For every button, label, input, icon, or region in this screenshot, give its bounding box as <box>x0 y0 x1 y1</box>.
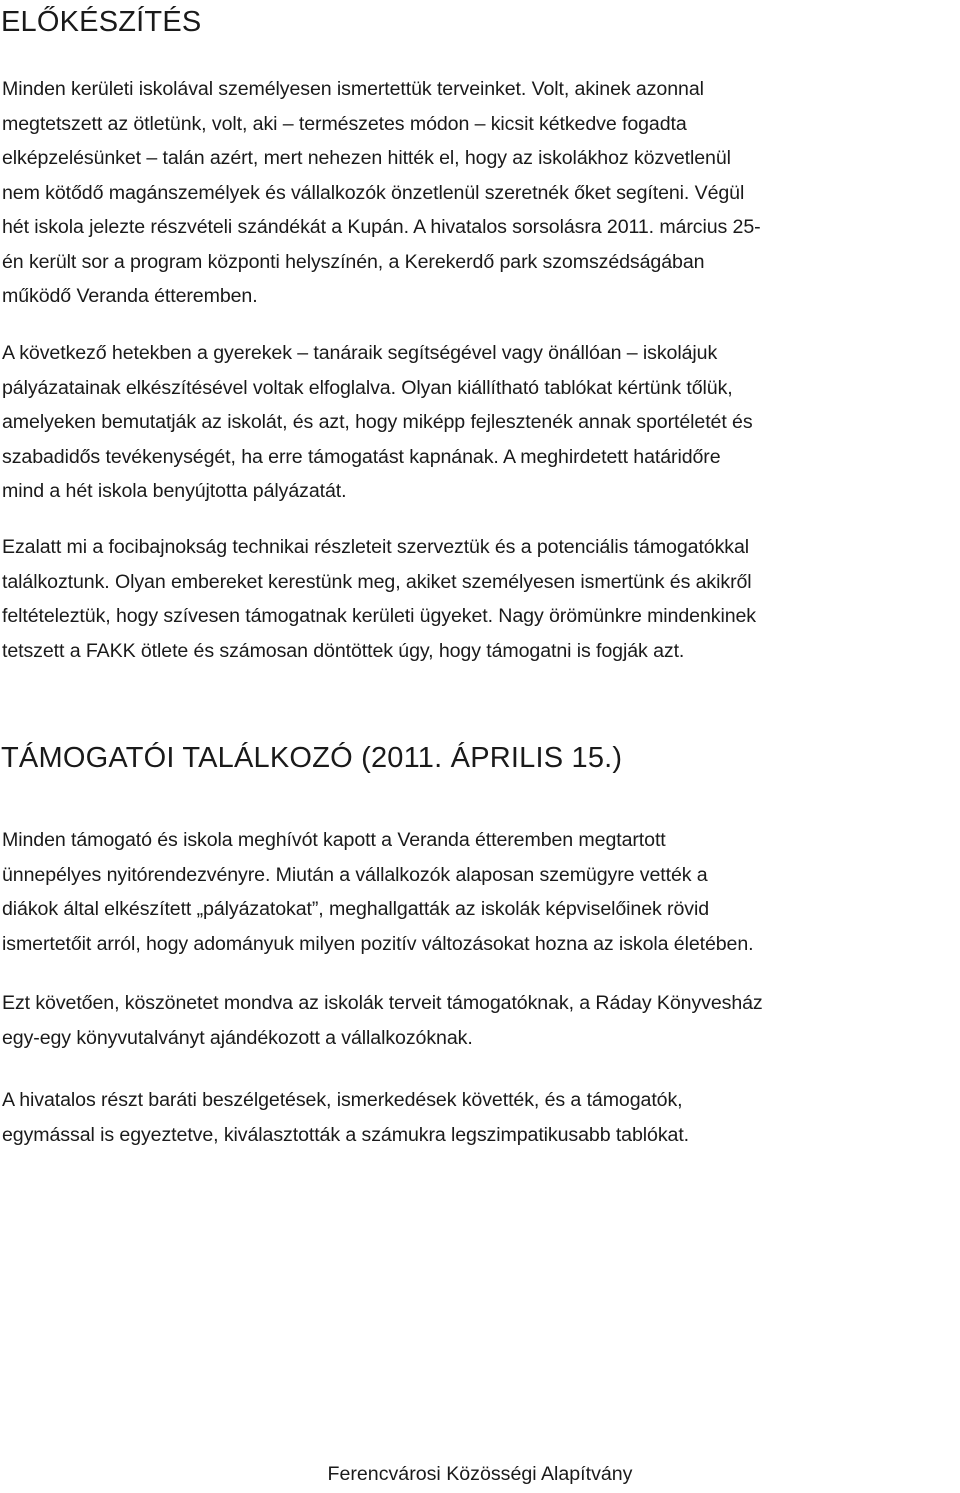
paragraph-informal-part: A hivatalos részt baráti beszélgetések, ismerkedések követték, és a támogatók, egymással is egyeztetve, kiválasztották a számukra legszimpatikusabb tablókat. <box>2 1089 690 1146</box>
section-heading-sponsor-meeting: TÁMOGATÓI TALÁLKOZÓ (2011. ÁPRILIS 15.) <box>1 742 623 774</box>
paragraph-sponsor-meetings: Ezalatt mi a focibajnokság technikai részleteit szerveztük és a potenciális támogatókkal találkoztunk. Olyan embereket kerestünk meg, akiket személyesen ismertünk és akikről feltételeztük, hogy szívesen támogatnak kerületi ügyeket. Nagy örömünkre mindenkinek tetszett a FAKK ötlete és számosan döntöttek úgy, hogy támogatni is fogják azt. <box>2 536 756 662</box>
paragraph-opening-event: Minden támogató és iskola meghívót kapott a Veranda étteremben megtartott ünnepélyes nyitórendezvényre. Miután a vállalkozók alaposan szemügyre vették a diákok által elkészített „pályázatokat”, meghallgatták az iskolák képviselőinek rövid ismertetőit arról, hogy adományuk milyen pozitív változásokat hozna az iskola életében. <box>2 829 754 955</box>
paragraph-book-vouchers: Ezt követően, köszönetet mondva az iskolák terveit támogatóknak, a Ráday Könyvesház egy-egy könyvutalványt ajándékozott a vállalkozóknak. <box>2 992 763 1049</box>
page-footer <box>0 1462 960 1486</box>
paragraph-school-applications: A következő hetekben a gyerekek – tanáraik segítségével vagy önállóan – iskolájuk pályázatainak elkészítésével voltak elfoglalva. Olyan kiállítható tablókat kértünk tőlük, amelyeken bemutatják az iskolát, és azt, hogy miképp fejlesztenék annak sportéletét és szabadidős tevékenységét, ha erre támogatást kapnának. A meghirdetett határidőre mind a hét iskola benyújtotta pályázatát. <box>2 342 753 502</box>
section-heading-preparation: ELŐKÉSZÍTÉS <box>1 6 202 38</box>
footer-text: Ferencvárosi Közösségi Alapítvány <box>327 1463 633 1485</box>
paragraph-school-outreach: Minden kerületi iskolával személyesen ismertettük terveinket. Volt, akinek azonnal megtetszett az ötletünk, volt, aki – természetes módon – kicsit kétkedve fogadta elképzelésünket – talán azért, mert nehezen hitték el, hogy az iskolákhoz közvetlenül nem kötődő magánszemélyek és vállalkozók önzetlenül szeretnék őket segíteni. Végül hét iskola jelezte részvételi szándékát a Kupán. A hivatalos sorsolásra 2011. március 25- én került sor a program központi helyszínén, a Kerekerdő park szomszédságában működő Veranda étteremben. <box>2 78 761 307</box>
